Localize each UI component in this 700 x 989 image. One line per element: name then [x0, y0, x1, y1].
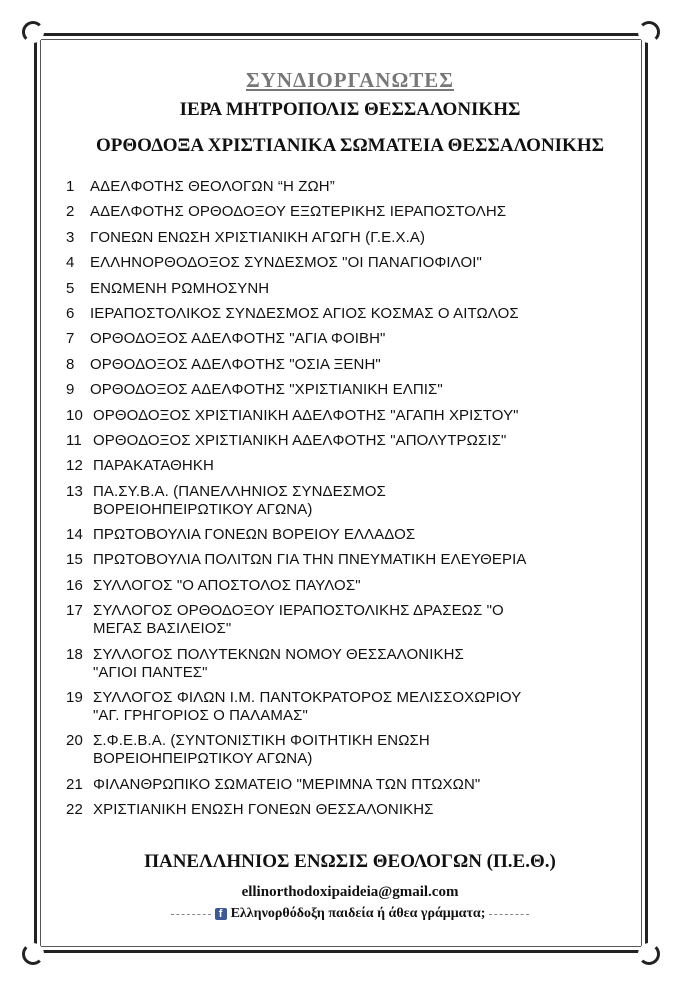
list-item	[66, 178, 626, 196]
dashed-rule-left	[171, 914, 211, 915]
list-item	[66, 432, 626, 450]
list-item	[66, 407, 626, 425]
item-number: 8	[66, 355, 75, 373]
associations-heading: ΟΡΘΟΔΟΞΑ ΧΡΙΣΤΙΑΝΙΚΑ ΣΩΜΑΤΕΙΑ ΘΕΣΣΑΛΟΝΙΚΗΣ	[95, 135, 605, 156]
frame-corner-bottom-left	[22, 943, 44, 965]
item-number: 13	[66, 482, 83, 500]
list-item	[66, 305, 626, 323]
item-number: 19	[66, 689, 83, 707]
facebook-icon: f	[215, 908, 227, 920]
organizers-list	[66, 178, 626, 827]
list-item	[66, 229, 626, 247]
list-item	[66, 381, 626, 399]
list-item	[66, 356, 626, 374]
metropolis-heading: ΙΕΡΑ ΜΗΤΡΟΠΟΛΙΣ ΘΕΣΣΑΛΟΝΙΚΗΣ	[179, 99, 521, 120]
list-item	[66, 551, 626, 569]
item-text: ΓΟΝΕΩΝ ΕΝΩΣΗ ΧΡΙΣΤΙΑΝΙΚΗ ΑΓΩΓΗ (Γ.Ε.Χ.Α)	[90, 228, 426, 246]
list-item	[66, 801, 626, 819]
item-text: ΟΡΘΟΔΟΞΟΣ ΑΔΕΛΦΟΤΗΣ "ΑΓΙΑ ΦΟΙΒΗ"	[90, 330, 386, 348]
item-text: ΙΕΡΑΠΟΣΤΟΛΙΚΟΣ ΣΥΝΔΕΣΜΟΣ ΑΓΙΟΣ ΚΟΣΜΑΣ Ο ΑΙΤΩΛΟΣ	[90, 304, 519, 322]
item-text: ΣΥΛΛΟΓΟΣ ΟΡΘΟΔΟΞΟΥ ΙΕΡΑΠΟΣΤΟΛΙΚΗΣ ΔΡΑΣΕΩΣ "Ο ΜΕΓΑΣ ΒΑΣΙΛΕΙΟΣ"	[93, 602, 504, 638]
item-number: 20	[66, 732, 83, 750]
item-text: ΣΥΛΛΟΓΟΣ ΦΙΛΩΝ Ι.Μ. ΠΑΝΤΟΚΡΑΤΟΡΟΣ ΜΕΛΙΣΣΟΧΩΡΙΟΥ "ΑΓ. ΓΡΗΓΟΡΙΟΣ Ο ΠΑΛΑΜΑΣ"	[93, 689, 522, 725]
footer-organization: ΠΑΝΕΛΛΗΝΙΟΣ ΕΝΩΣΙΣ ΘΕΟΛΟΓΩΝ (Π.Ε.Θ.)	[144, 851, 556, 872]
item-text: ΟΡΘΟΔΟΞΟΣ ΧΡΙΣΤΙΑΝΙΚΗ ΑΔΕΛΦΟΤΗΣ "ΑΓΑΠΗ ΧΡΙΣΤΟΥ"	[93, 406, 519, 424]
item-number: 4	[66, 254, 75, 272]
item-text: ΠΡΩΤΟΒΟΥΛΙΑ ΓΟΝΕΩΝ ΒΟΡΕΙΟΥ ΕΛΛΑΔΟΣ	[93, 526, 416, 544]
item-number: 22	[66, 801, 83, 819]
item-text: ΣΥΛΛΟΓΟΣ ΠΟΛΥΤΕΚΝΩΝ ΝΟΜΟΥ ΘΕΣΣΑΛΟΝΙΚΗΣ "ΑΓΙΟΙ ΠΑΝΤΕΣ"	[93, 645, 464, 681]
item-number: 15	[66, 551, 83, 569]
item-text: ΣΥΛΛΟΓΟΣ "Ο ΑΠΟΣΤΟΛΟΣ ΠΑΥΛΟΣ"	[93, 576, 361, 594]
facebook-line	[130, 906, 570, 922]
item-text: ΠΡΩΤΟΒΟΥΛΙΑ ΠΟΛΙΤΩΝ ΓΙΑ ΤΗΝ ΠΝΕΥΜΑΤΙΚΗ ΕΛΕΥΘΕΡΙΑ	[93, 551, 527, 569]
item-text: Σ.Φ.Ε.Β.Α. (ΣΥΝΤΟΝΙΣΤΙΚΗ ΦΟΙΤΗΤΙΚΗ ΕΝΩΣΗ ΒΟΡΕΙΟΗΠΕΙΡΩΤΙΚΟΥ ΑΓΩΝΑ)	[93, 732, 430, 768]
item-text: ΠΑΡΑΚΑΤΑΘΗΚΗ	[93, 457, 214, 475]
contact-email[interactable]: ellinorthodoxipaideia@gmail.com	[241, 884, 459, 900]
list-item	[66, 776, 626, 794]
item-text: ΟΡΘΟΔΟΞΟΣ ΧΡΙΣΤΙΑΝΙΚΗ ΑΔΕΛΦΟΤΗΣ "ΑΠΟΛΥΤΡΩΣΙΣ"	[93, 431, 507, 449]
list-item	[66, 646, 626, 682]
list-item	[66, 203, 626, 221]
list-item	[66, 526, 626, 544]
item-number: 17	[66, 602, 83, 620]
item-number: 10	[66, 406, 83, 424]
list-item	[66, 602, 626, 638]
item-number: 9	[66, 381, 75, 399]
frame-corner-bottom-right	[638, 943, 660, 965]
item-number: 14	[66, 526, 83, 544]
item-text: ΦΙΛΑΝΘΡΩΠΙΚΟ ΣΩΜΑΤΕΙΟ "ΜΕΡΙΜΝΑ ΤΩΝ ΠΤΩΧΩΝ"	[93, 775, 481, 793]
list-item	[66, 254, 626, 272]
organizers-heading: ΣΥΝΔΙΟΡΓΑΝΩΤΕΣ	[245, 68, 455, 92]
item-number: 16	[66, 576, 83, 594]
item-number: 5	[66, 279, 75, 297]
item-text: ΑΔΕΛΦΟΤΗΣ ΟΡΘΟΔΟΞΟΥ ΕΞΩΤΕΡΙΚΗΣ ΙΕΡΑΠΟΣΤΟΛΗΣ	[90, 203, 507, 221]
item-number: 11	[66, 431, 82, 449]
frame-corner-top-right	[638, 21, 660, 43]
list-item	[66, 732, 626, 768]
facebook-page-name[interactable]: Ελληνορθόδοξη παιδεία ή άθεα γράμματα;	[230, 906, 486, 921]
item-number: 21	[66, 775, 83, 793]
item-number: 2	[66, 203, 75, 221]
item-text: ΑΔΕΛΦΟΤΗΣ ΘΕΟΛΟΓΩΝ “Η ΖΩΗ”	[90, 178, 335, 195]
item-number: 7	[66, 330, 75, 348]
list-item	[66, 483, 626, 519]
item-text: ΕΛΛΗΝΟΡΘΟΔΟΞΟΣ ΣΥΝΔΕΣΜΟΣ "ΟΙ ΠΑΝΑΓΙΟΦΙΛΟΙ"	[90, 254, 482, 272]
item-number: 18	[66, 645, 83, 663]
item-number: 3	[66, 228, 75, 246]
item-number: 1	[66, 178, 75, 195]
item-number: 12	[66, 457, 83, 475]
item-number: 6	[66, 304, 75, 322]
list-item	[66, 280, 626, 298]
list-item	[66, 330, 626, 348]
item-text: ΠΑ.ΣΥ.Β.Α. (ΠΑΝΕΛΛΗΝΙΟΣ ΣΥΝΔΕΣΜΟΣ ΒΟΡΕΙΟΗΠΕΙΡΩΤΙΚΟΥ ΑΓΩΝΑ)	[93, 482, 386, 518]
item-text: ΕΝΩΜΕΝΗ ΡΩΜΗΟΣΥΝΗ	[90, 279, 270, 297]
list-item	[66, 689, 626, 725]
item-text: ΧΡΙΣΤΙΑΝΙΚΗ ΕΝΩΣΗ ΓΟΝΕΩΝ ΘΕΣΣΑΛΟΝΙΚΗΣ	[93, 801, 434, 819]
list-item	[66, 577, 626, 595]
list-item	[66, 457, 626, 475]
item-text: ΟΡΘΟΔΟΞΟΣ ΑΔΕΛΦΟΤΗΣ "ΧΡΙΣΤΙΑΝΙΚΗ ΕΛΠΙΣ"	[90, 381, 443, 399]
dashed-rule-right	[489, 914, 529, 915]
frame-corner-top-left	[22, 21, 44, 43]
item-text: ΟΡΘΟΔΟΞΟΣ ΑΔΕΛΦΟΤΗΣ "ΟΣΙΑ ΞΕΝΗ"	[90, 355, 381, 373]
